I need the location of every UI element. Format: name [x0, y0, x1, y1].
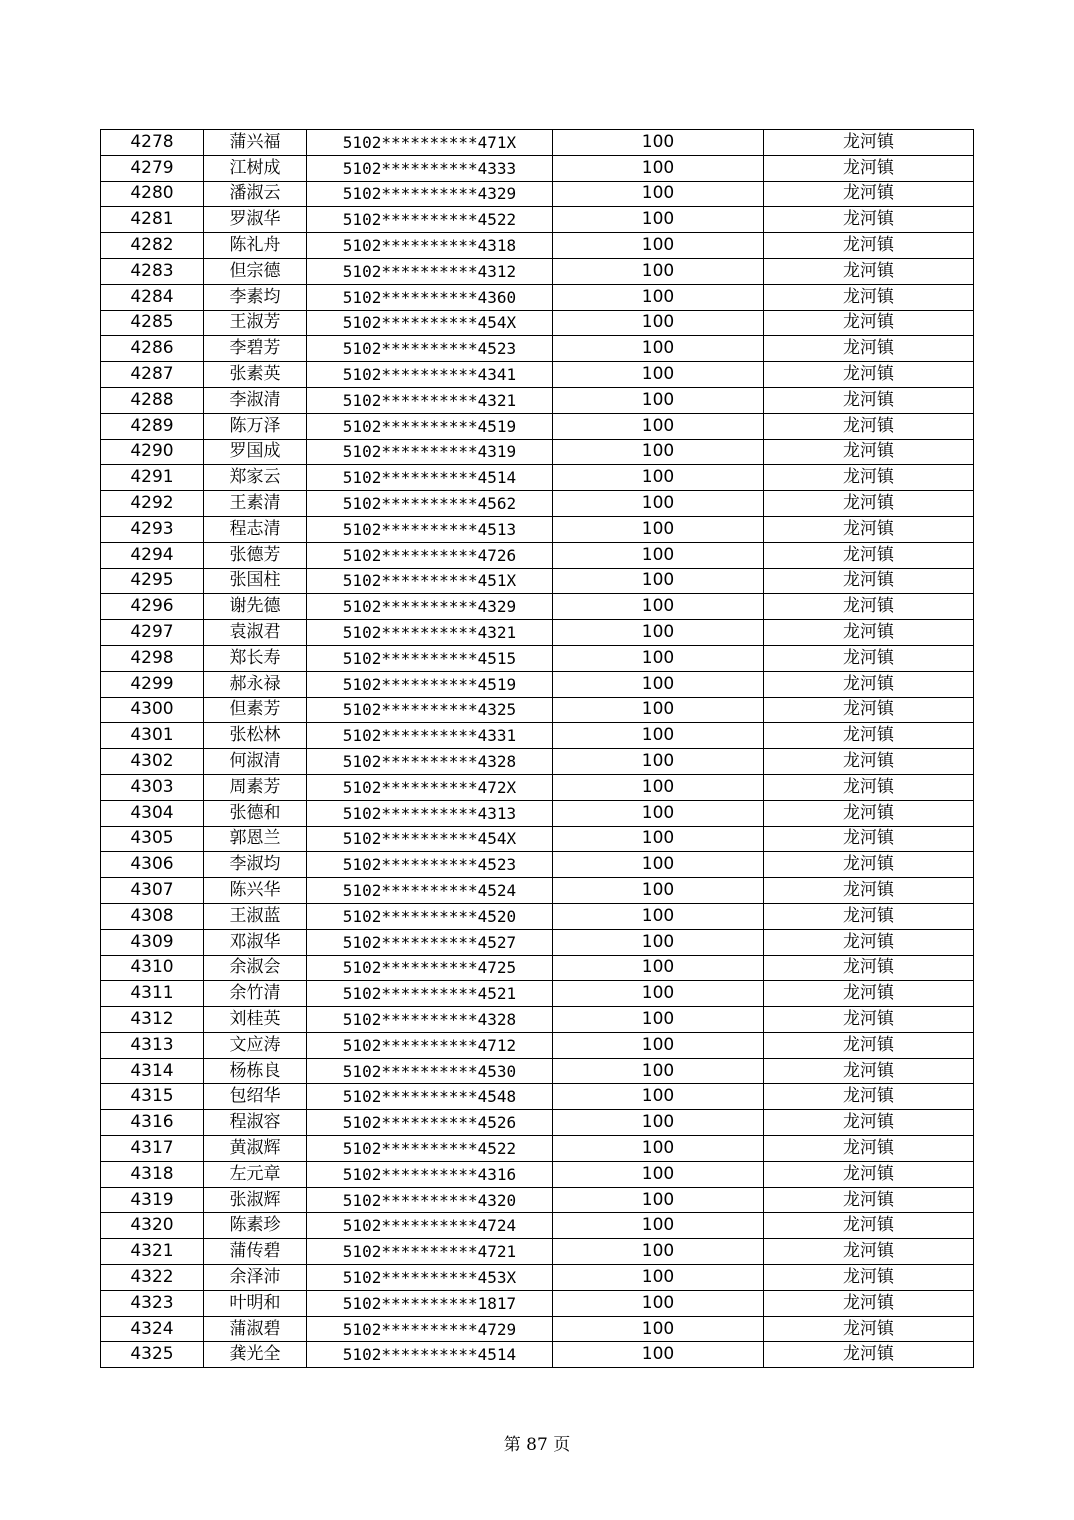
person-name-cell: 蒲传碧 — [204, 1239, 307, 1265]
page-number: 第 87 页 — [503, 1435, 571, 1455]
row-number-cell: 4293 — [101, 516, 204, 542]
id-number-cell: 5102**********4513 — [307, 516, 553, 542]
town-cell: 龙河镇 — [764, 1342, 974, 1368]
id-number-cell: 5102**********4562 — [307, 491, 553, 517]
id-number-cell: 5102**********1817 — [307, 1290, 553, 1316]
id-number-cell: 5102**********4325 — [307, 697, 553, 723]
town-cell: 龙河镇 — [764, 491, 974, 517]
person-name-cell: 文应涛 — [204, 1032, 307, 1058]
person-name-cell: 郝永禄 — [204, 671, 307, 697]
id-number-cell: 5102**********4321 — [307, 387, 553, 413]
amount-cell: 100 — [553, 645, 764, 671]
id-number-cell: 5102**********4521 — [307, 981, 553, 1007]
table-row — [101, 878, 974, 904]
id-number-cell: 5102**********4333 — [307, 155, 553, 181]
row-number-cell: 4306 — [101, 852, 204, 878]
table-row — [101, 1213, 974, 1239]
row-number-cell: 4295 — [101, 568, 204, 594]
person-name-cell: 龚光全 — [204, 1342, 307, 1368]
town-cell: 龙河镇 — [764, 336, 974, 362]
id-number-cell: 5102**********4321 — [307, 620, 553, 646]
town-cell: 龙河镇 — [764, 1213, 974, 1239]
amount-cell: 100 — [553, 155, 764, 181]
table-row — [101, 542, 974, 568]
id-number-cell: 5102**********453X — [307, 1265, 553, 1291]
table-row — [101, 800, 974, 826]
town-cell: 龙河镇 — [764, 645, 974, 671]
records-table — [100, 129, 974, 1368]
person-name-cell: 李碧芳 — [204, 336, 307, 362]
town-cell: 龙河镇 — [764, 516, 974, 542]
town-cell: 龙河镇 — [764, 413, 974, 439]
table-row — [101, 852, 974, 878]
person-name-cell: 张德芳 — [204, 542, 307, 568]
person-name-cell: 邓淑华 — [204, 929, 307, 955]
row-number-cell: 4287 — [101, 362, 204, 388]
amount-cell: 100 — [553, 826, 764, 852]
id-number-cell: 5102**********4329 — [307, 181, 553, 207]
table-row — [101, 155, 974, 181]
row-number-cell: 4325 — [101, 1342, 204, 1368]
table-row — [101, 1342, 974, 1368]
row-number-cell: 4290 — [101, 439, 204, 465]
table-row — [101, 1187, 974, 1213]
row-number-cell: 4310 — [101, 955, 204, 981]
row-number-cell: 4323 — [101, 1290, 204, 1316]
table-row — [101, 1239, 974, 1265]
row-number-cell: 4284 — [101, 284, 204, 310]
row-number-cell: 4279 — [101, 155, 204, 181]
id-number-cell: 5102**********4319 — [307, 439, 553, 465]
table-row — [101, 181, 974, 207]
table-row — [101, 310, 974, 336]
id-number-cell: 5102**********4328 — [307, 1007, 553, 1033]
town-cell: 龙河镇 — [764, 671, 974, 697]
id-number-cell: 5102**********4725 — [307, 955, 553, 981]
town-cell: 龙河镇 — [764, 1110, 974, 1136]
town-cell: 龙河镇 — [764, 878, 974, 904]
town-cell: 龙河镇 — [764, 1007, 974, 1033]
person-name-cell: 余泽沛 — [204, 1265, 307, 1291]
person-name-cell: 左元章 — [204, 1161, 307, 1187]
id-number-cell: 5102**********4312 — [307, 258, 553, 284]
row-number-cell: 4315 — [101, 1084, 204, 1110]
amount-cell: 100 — [553, 568, 764, 594]
id-number-cell: 5102**********4520 — [307, 903, 553, 929]
town-cell: 龙河镇 — [764, 1316, 974, 1342]
id-number-cell: 5102**********471X — [307, 130, 553, 156]
row-number-cell: 4308 — [101, 903, 204, 929]
person-name-cell: 张淑辉 — [204, 1187, 307, 1213]
person-name-cell: 陈礼舟 — [204, 233, 307, 259]
amount-cell: 100 — [553, 594, 764, 620]
id-number-cell: 5102**********472X — [307, 774, 553, 800]
table-row — [101, 516, 974, 542]
table-row — [101, 207, 974, 233]
row-number-cell: 4301 — [101, 723, 204, 749]
person-name-cell: 王淑蓝 — [204, 903, 307, 929]
person-name-cell: 陈万泽 — [204, 413, 307, 439]
row-number-cell: 4318 — [101, 1161, 204, 1187]
town-cell: 龙河镇 — [764, 723, 974, 749]
town-cell: 龙河镇 — [764, 749, 974, 775]
id-number-cell: 5102**********454X — [307, 826, 553, 852]
id-number-cell: 5102**********4721 — [307, 1239, 553, 1265]
town-cell: 龙河镇 — [764, 387, 974, 413]
id-number-cell: 5102**********4729 — [307, 1316, 553, 1342]
person-name-cell: 李淑均 — [204, 852, 307, 878]
amount-cell: 100 — [553, 981, 764, 1007]
row-number-cell: 4313 — [101, 1032, 204, 1058]
amount-cell: 100 — [553, 1058, 764, 1084]
row-number-cell: 4296 — [101, 594, 204, 620]
person-name-cell: 但宗德 — [204, 258, 307, 284]
amount-cell: 100 — [553, 852, 764, 878]
row-number-cell: 4289 — [101, 413, 204, 439]
amount-cell: 100 — [553, 620, 764, 646]
id-number-cell: 5102**********4548 — [307, 1084, 553, 1110]
amount-cell: 100 — [553, 1239, 764, 1265]
id-number-cell: 5102**********451X — [307, 568, 553, 594]
table-row — [101, 258, 974, 284]
row-number-cell: 4317 — [101, 1136, 204, 1162]
amount-cell: 100 — [553, 387, 764, 413]
id-number-cell: 5102**********4522 — [307, 207, 553, 233]
town-cell: 龙河镇 — [764, 903, 974, 929]
table-row — [101, 1136, 974, 1162]
row-number-cell: 4324 — [101, 1316, 204, 1342]
person-name-cell: 蒲淑碧 — [204, 1316, 307, 1342]
table-row — [101, 1290, 974, 1316]
person-name-cell: 何淑清 — [204, 749, 307, 775]
amount-cell: 100 — [553, 491, 764, 517]
id-number-cell: 5102**********4360 — [307, 284, 553, 310]
amount-cell: 100 — [553, 1110, 764, 1136]
row-number-cell: 4280 — [101, 181, 204, 207]
id-number-cell: 5102**********4329 — [307, 594, 553, 620]
table-row — [101, 568, 974, 594]
town-cell: 龙河镇 — [764, 1136, 974, 1162]
person-name-cell: 蒲兴福 — [204, 130, 307, 156]
amount-cell: 100 — [553, 413, 764, 439]
amount-cell: 100 — [553, 1136, 764, 1162]
town-cell: 龙河镇 — [764, 1239, 974, 1265]
town-cell: 龙河镇 — [764, 1084, 974, 1110]
id-number-cell: 5102**********4523 — [307, 852, 553, 878]
row-number-cell: 4283 — [101, 258, 204, 284]
id-number-cell: 5102**********454X — [307, 310, 553, 336]
amount-cell: 100 — [553, 1007, 764, 1033]
amount-cell: 100 — [553, 1032, 764, 1058]
row-number-cell: 4311 — [101, 981, 204, 1007]
row-number-cell: 4302 — [101, 749, 204, 775]
table-row — [101, 620, 974, 646]
table-row — [101, 645, 974, 671]
town-cell: 龙河镇 — [764, 1290, 974, 1316]
id-number-cell: 5102**********4524 — [307, 878, 553, 904]
id-number-cell: 5102**********4530 — [307, 1058, 553, 1084]
id-number-cell: 5102**********4514 — [307, 1342, 553, 1368]
person-name-cell: 余竹清 — [204, 981, 307, 1007]
amount-cell: 100 — [553, 878, 764, 904]
town-cell: 龙河镇 — [764, 1265, 974, 1291]
table-row — [101, 671, 974, 697]
town-cell: 龙河镇 — [764, 594, 974, 620]
row-number-cell: 4298 — [101, 645, 204, 671]
town-cell: 龙河镇 — [764, 233, 974, 259]
table-row — [101, 233, 974, 259]
town-cell: 龙河镇 — [764, 310, 974, 336]
table-row — [101, 284, 974, 310]
row-number-cell: 4299 — [101, 671, 204, 697]
id-number-cell: 5102**********4519 — [307, 671, 553, 697]
amount-cell: 100 — [553, 130, 764, 156]
amount-cell: 100 — [553, 1161, 764, 1187]
person-name-cell: 程淑容 — [204, 1110, 307, 1136]
town-cell: 龙河镇 — [764, 258, 974, 284]
amount-cell: 100 — [553, 284, 764, 310]
row-number-cell: 4320 — [101, 1213, 204, 1239]
row-number-cell: 4303 — [101, 774, 204, 800]
town-cell: 龙河镇 — [764, 130, 974, 156]
row-number-cell: 4291 — [101, 465, 204, 491]
town-cell: 龙河镇 — [764, 1161, 974, 1187]
amount-cell: 100 — [553, 465, 764, 491]
table-row — [101, 413, 974, 439]
amount-cell: 100 — [553, 1213, 764, 1239]
person-name-cell: 张松林 — [204, 723, 307, 749]
town-cell: 龙河镇 — [764, 439, 974, 465]
amount-cell: 100 — [553, 207, 764, 233]
id-number-cell: 5102**********4519 — [307, 413, 553, 439]
id-number-cell: 5102**********4526 — [307, 1110, 553, 1136]
person-name-cell: 张德和 — [204, 800, 307, 826]
town-cell: 龙河镇 — [764, 207, 974, 233]
id-number-cell: 5102**********4328 — [307, 749, 553, 775]
row-number-cell: 4278 — [101, 130, 204, 156]
row-number-cell: 4282 — [101, 233, 204, 259]
person-name-cell: 谢先德 — [204, 594, 307, 620]
table-row — [101, 826, 974, 852]
town-cell: 龙河镇 — [764, 774, 974, 800]
table-row — [101, 1110, 974, 1136]
person-name-cell: 程志清 — [204, 516, 307, 542]
id-number-cell: 5102**********4515 — [307, 645, 553, 671]
amount-cell: 100 — [553, 749, 764, 775]
amount-cell: 100 — [553, 1265, 764, 1291]
person-name-cell: 袁淑君 — [204, 620, 307, 646]
town-cell: 龙河镇 — [764, 284, 974, 310]
town-cell: 龙河镇 — [764, 955, 974, 981]
person-name-cell: 郑长寿 — [204, 645, 307, 671]
row-number-cell: 4304 — [101, 800, 204, 826]
id-number-cell: 5102**********4316 — [307, 1161, 553, 1187]
amount-cell: 100 — [553, 336, 764, 362]
row-number-cell: 4322 — [101, 1265, 204, 1291]
row-number-cell: 4305 — [101, 826, 204, 852]
town-cell: 龙河镇 — [764, 362, 974, 388]
person-name-cell: 张素英 — [204, 362, 307, 388]
person-name-cell: 王淑芳 — [204, 310, 307, 336]
amount-cell: 100 — [553, 955, 764, 981]
table-row — [101, 594, 974, 620]
row-number-cell: 4292 — [101, 491, 204, 517]
amount-cell: 100 — [553, 697, 764, 723]
town-cell: 龙河镇 — [764, 852, 974, 878]
town-cell: 龙河镇 — [764, 181, 974, 207]
town-cell: 龙河镇 — [764, 568, 974, 594]
table-row — [101, 362, 974, 388]
id-number-cell: 5102**********4726 — [307, 542, 553, 568]
amount-cell: 100 — [553, 723, 764, 749]
row-number-cell: 4321 — [101, 1239, 204, 1265]
row-number-cell: 4300 — [101, 697, 204, 723]
id-number-cell: 5102**********4313 — [307, 800, 553, 826]
amount-cell: 100 — [553, 233, 764, 259]
row-number-cell: 4312 — [101, 1007, 204, 1033]
amount-cell: 100 — [553, 542, 764, 568]
table-row — [101, 1161, 974, 1187]
table-row — [101, 955, 974, 981]
amount-cell: 100 — [553, 362, 764, 388]
table-row — [101, 929, 974, 955]
person-name-cell: 周素芳 — [204, 774, 307, 800]
person-name-cell: 罗淑华 — [204, 207, 307, 233]
row-number-cell: 4309 — [101, 929, 204, 955]
amount-cell: 100 — [553, 181, 764, 207]
person-name-cell: 罗国成 — [204, 439, 307, 465]
id-number-cell: 5102**********4318 — [307, 233, 553, 259]
person-name-cell: 但素芳 — [204, 697, 307, 723]
amount-cell: 100 — [553, 1316, 764, 1342]
table-row — [101, 774, 974, 800]
table-row — [101, 130, 974, 156]
person-name-cell: 余淑会 — [204, 955, 307, 981]
table-row — [101, 1032, 974, 1058]
person-name-cell: 李淑清 — [204, 387, 307, 413]
person-name-cell: 潘淑云 — [204, 181, 307, 207]
town-cell: 龙河镇 — [764, 981, 974, 1007]
person-name-cell: 陈素珍 — [204, 1213, 307, 1239]
person-name-cell: 王素清 — [204, 491, 307, 517]
amount-cell: 100 — [553, 310, 764, 336]
table-row — [101, 697, 974, 723]
records-body — [101, 130, 974, 1368]
town-cell: 龙河镇 — [764, 929, 974, 955]
id-number-cell: 5102**********4712 — [307, 1032, 553, 1058]
table-row — [101, 1084, 974, 1110]
row-number-cell: 4281 — [101, 207, 204, 233]
table-row — [101, 1316, 974, 1342]
person-name-cell: 包绍华 — [204, 1084, 307, 1110]
amount-cell: 100 — [553, 1342, 764, 1368]
town-cell: 龙河镇 — [764, 800, 974, 826]
table-row — [101, 1265, 974, 1291]
table-row — [101, 336, 974, 362]
amount-cell: 100 — [553, 439, 764, 465]
amount-cell: 100 — [553, 929, 764, 955]
amount-cell: 100 — [553, 1290, 764, 1316]
person-name-cell: 陈兴华 — [204, 878, 307, 904]
town-cell: 龙河镇 — [764, 1187, 974, 1213]
id-number-cell: 5102**********4522 — [307, 1136, 553, 1162]
id-number-cell: 5102**********4341 — [307, 362, 553, 388]
amount-cell: 100 — [553, 1084, 764, 1110]
person-name-cell: 杨栋良 — [204, 1058, 307, 1084]
table-row — [101, 465, 974, 491]
table-row — [101, 1058, 974, 1084]
table-row — [101, 1007, 974, 1033]
table-row — [101, 903, 974, 929]
id-number-cell: 5102**********4724 — [307, 1213, 553, 1239]
person-name-cell: 刘桂英 — [204, 1007, 307, 1033]
id-number-cell: 5102**********4320 — [307, 1187, 553, 1213]
row-number-cell: 4316 — [101, 1110, 204, 1136]
table-row — [101, 491, 974, 517]
table-row — [101, 749, 974, 775]
amount-cell: 100 — [553, 774, 764, 800]
row-number-cell: 4288 — [101, 387, 204, 413]
amount-cell: 100 — [553, 903, 764, 929]
amount-cell: 100 — [553, 800, 764, 826]
amount-cell: 100 — [553, 1187, 764, 1213]
town-cell: 龙河镇 — [764, 1058, 974, 1084]
town-cell: 龙河镇 — [764, 465, 974, 491]
person-name-cell: 张国柱 — [204, 568, 307, 594]
amount-cell: 100 — [553, 258, 764, 284]
person-name-cell: 郑家云 — [204, 465, 307, 491]
row-number-cell: 4314 — [101, 1058, 204, 1084]
amount-cell: 100 — [553, 516, 764, 542]
person-name-cell: 叶明和 — [204, 1290, 307, 1316]
row-number-cell: 4286 — [101, 336, 204, 362]
town-cell: 龙河镇 — [764, 1032, 974, 1058]
row-number-cell: 4319 — [101, 1187, 204, 1213]
person-name-cell: 郭恩兰 — [204, 826, 307, 852]
row-number-cell: 4294 — [101, 542, 204, 568]
table-row — [101, 723, 974, 749]
town-cell: 龙河镇 — [764, 697, 974, 723]
person-name-cell: 江树成 — [204, 155, 307, 181]
amount-cell: 100 — [553, 671, 764, 697]
person-name-cell: 李素均 — [204, 284, 307, 310]
town-cell: 龙河镇 — [764, 155, 974, 181]
person-name-cell: 黄淑辉 — [204, 1136, 307, 1162]
table-row — [101, 387, 974, 413]
row-number-cell: 4285 — [101, 310, 204, 336]
row-number-cell: 4297 — [101, 620, 204, 646]
table-row — [101, 439, 974, 465]
table-row — [101, 981, 974, 1007]
town-cell: 龙河镇 — [764, 826, 974, 852]
id-number-cell: 5102**********4331 — [307, 723, 553, 749]
town-cell: 龙河镇 — [764, 542, 974, 568]
id-number-cell: 5102**********4527 — [307, 929, 553, 955]
row-number-cell: 4307 — [101, 878, 204, 904]
id-number-cell: 5102**********4514 — [307, 465, 553, 491]
id-number-cell: 5102**********4523 — [307, 336, 553, 362]
town-cell: 龙河镇 — [764, 620, 974, 646]
